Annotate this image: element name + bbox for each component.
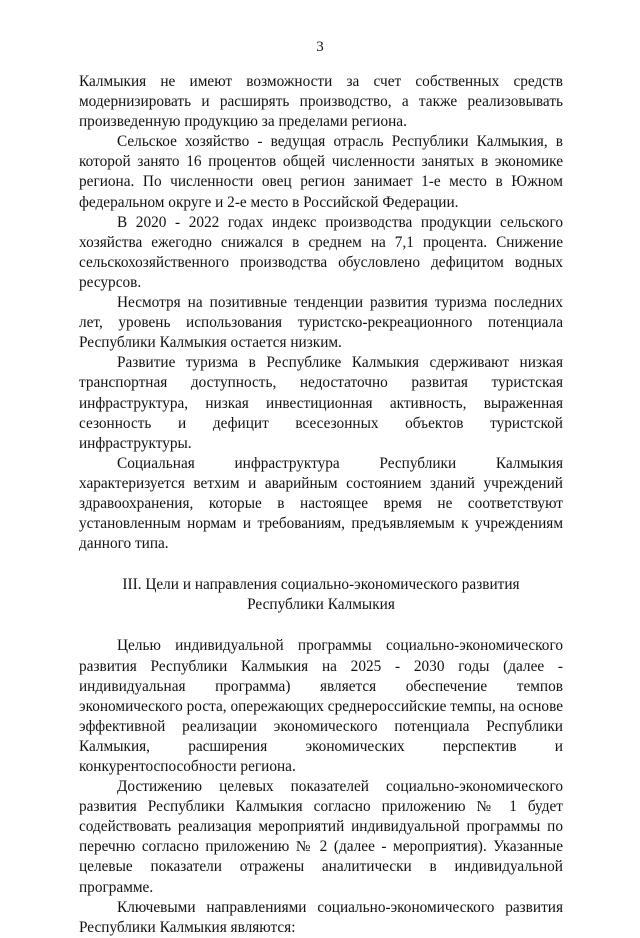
- section-heading: [79, 575, 563, 615]
- section-heading-line-2: Республики Калмыкия: [247, 596, 395, 614]
- section-heading-line-1: III. Цели и направления социально-экономического развития: [122, 576, 520, 594]
- paragraph-target-indicators: Достижению целевых показателей социально-экономического развития Республики Калмыкия согласно приложению № 1 будет содействовать реализация мероприятий индивидуальной программы по перечню согласно приложению № 2 (далее - мероприятия). Указанные целевые показатели отражены аналитически в индивидуальной программе.: [79, 778, 563, 896]
- paragraph-social-infrastructure: Социальная инфраструктура Республики Калмыкия характеризуется ветхим и аварийным состоянием зданий учреждений здравоохранения, которые в настоящее время не соответствуют установленным нормам и требованиям, предъявляемым к учреждениям данного типа.: [79, 454, 563, 553]
- paragraph-key-directions: Ключевыми направлениями социально-экономического развития Республики Калмыкия являются:: [79, 898, 563, 936]
- paragraph-continuation: Калмыкия не имеют возможности за счет собственных средств модернизировать и расширять производство, а также реализовывать произведенную продукцию за пределами региона.: [79, 73, 563, 131]
- paragraph-tourism-constraints: Развитие туризма в Республике Калмыкия сдерживают низкая транспортная доступность, недостаточно развитая туристская инфраструктура, низкая инвестиционная активность, выраженная сезонность и дефицит всесезонных объектов туристской инфраструктуры.: [79, 354, 563, 452]
- paragraph-tourism-potential: Несмотря на позитивные тенденции развития туризма последних лет, уровень использования туристско-рекреационного потенциала Республики Калмыкия остается низким.: [79, 294, 563, 352]
- document-body: [79, 72, 563, 938]
- page-number: 3: [316, 39, 324, 55]
- paragraph-production-index: В 2020 - 2022 годах индекс производства продукции сельского хозяйства ежегодно снижался в среднем на 7,1 процента. Снижение сельскохозяйственного производства обусловлено дефицитом водных ресурсов.: [79, 213, 563, 291]
- paragraph-agriculture: Сельское хозяйство - ведущая отрасль Республики Калмыкия, в которой занято 16 процентов общей численности занятых в экономике региона. По численности овец регион занимает 1-е место в Южном федеральном округе и 2-е место в Российской Федерации.: [79, 133, 563, 211]
- paragraph-program-goal: Целью индивидуальной программы социально-экономического развития Республики Калмыкия на 2025 - 2030 годы (далее - индивидуальная программа) является обеспечение темпов экономического роста, опережающих среднероссийские темпы, на основе эффективной реализации экономического потенциала Республики Калмыкия, расширения экономических перспектив и конкурентоспособности региона.: [79, 637, 563, 775]
